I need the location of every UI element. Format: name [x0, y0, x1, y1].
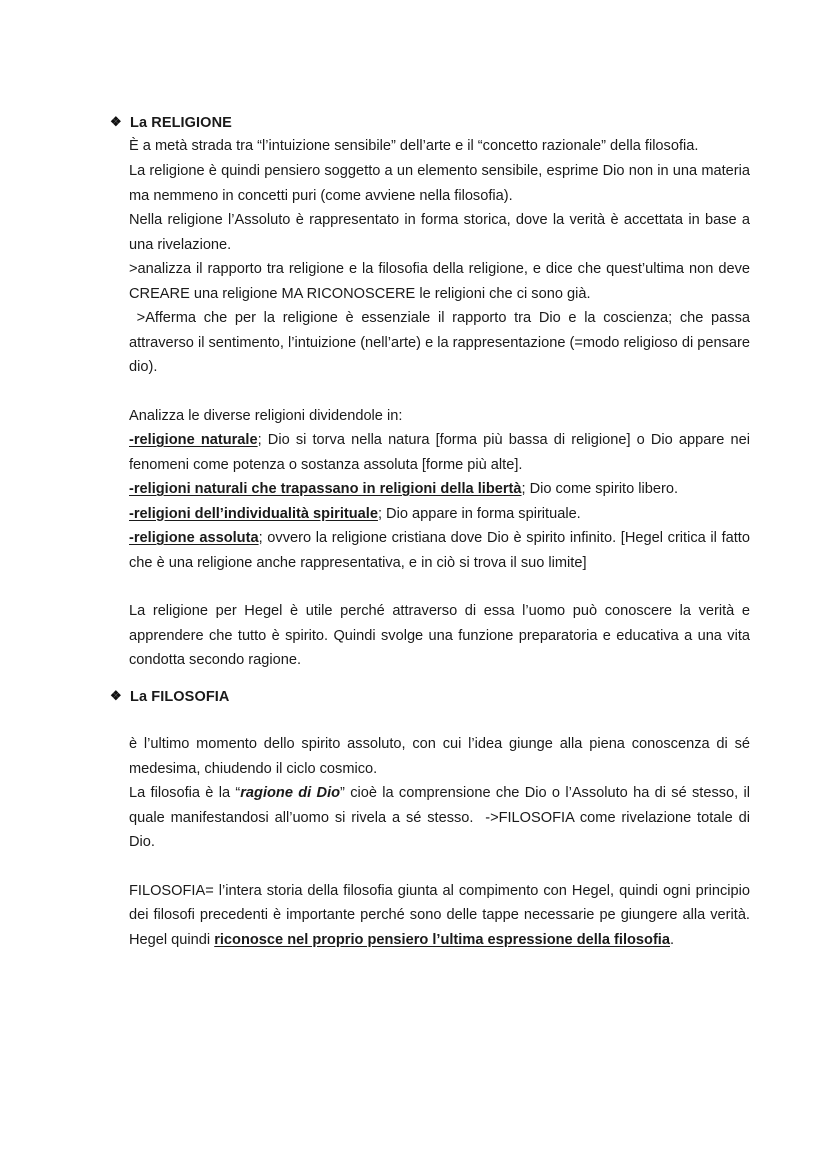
list-intro-religioni: Analizza le diverse religioni dividendole in:: [129, 407, 403, 424]
diamond-bullet-icon: ❖: [110, 687, 122, 703]
section-heading-religione: [110, 112, 750, 134]
religion-type-item: [110, 502, 750, 527]
filosofia-3-after: .: [669, 931, 675, 948]
paragraph-religione-closing: La religione per Hegel è utile perché attraverso di essa l’uomo può conoscere la verità e apprendere che tutto è spirito. Quindi svolge una funzione preparatoria e educativa a una vita condotta secondo ragione.: [129, 603, 750, 669]
religion-type-item: [110, 477, 750, 502]
paragraph-spacer: [110, 380, 750, 404]
heading-religione-main: RELIGIONE: [151, 115, 232, 131]
paragraph-filosofia-2: [110, 781, 755, 855]
religion-type-term: -religione assoluta: [129, 530, 259, 547]
paragraph-filosofia-3: [110, 879, 750, 953]
religion-type-description: ; Dio appare in forma spirituale.: [377, 505, 581, 522]
diamond-bullet-icon: ❖: [110, 114, 122, 129]
religion-type-term: -religione naturale: [129, 432, 258, 449]
paragraph-spacer: [110, 708, 750, 732]
religion-type-description: ; Dio si torva nella natura [forma più bassa di religione] o Dio appare nei fenomeni come potenza o sostanza assoluta [forme più alte].: [129, 432, 750, 473]
heading-filosofia-main: FILOSOFIA: [151, 688, 230, 705]
religion-type-term: -religioni naturali che trapassano in religioni della libertà: [129, 481, 522, 498]
paragraph-religione-3: Nella religione l’Assoluto è rappresentato in forma storica, dove la verità è accettata in base a una rivelazione.: [129, 212, 750, 253]
heading-filosofia-text: [130, 686, 229, 708]
heading-filosofia-lead: La: [130, 688, 152, 705]
document-body: [110, 112, 755, 952]
religion-type-item: [110, 526, 750, 575]
section-heading-filosofia: [110, 686, 750, 708]
paragraph-religione-1: È a metà strada tra “l’intuizione sensibile” dell’arte e il “concetto razionale” della filosofia.: [129, 138, 699, 155]
religion-type-term: -religioni dell’individualità spirituale: [129, 505, 378, 522]
heading-religione-text: [130, 112, 232, 134]
filosofia-3-underlined-term: riconosce nel proprio pensiero l’ultima espressione della filosofia: [214, 931, 670, 948]
filosofia-2-emphasis: ragione di Dio: [240, 785, 341, 802]
section-spacer: [110, 673, 750, 686]
heading-religione-lead: La: [130, 115, 152, 131]
filosofia-3-before: FILOSOFIA= l’intera storia della filosofia giunta al compimento con Hegel, quindi ogni principio dei filosofi precedenti è importante perché sono delle tappe necessarie pe giungere alla verità. Hegel quindi: [129, 882, 750, 948]
filosofia-2-before: La filosofia è la “: [129, 785, 241, 802]
paragraph-spacer: [110, 855, 750, 879]
paragraph-filosofia-1: è l’ultimo momento dello spirito assoluto, con cui l’idea giunge alla piena conoscenza di sé medesima, chiudendo il ciclo cosmico.: [129, 736, 750, 777]
paragraph-religione-4: >analizza il rapporto tra religione e la filosofia della religione, e dice che quest’ultima non deve CREARE una religione MA RICONOSCERE le religioni che ci sono già.: [129, 261, 750, 302]
religion-type-description: ; Dio come spirito libero.: [521, 481, 679, 498]
paragraph-religione-2: La religione è quindi pensiero soggetto a un elemento sensibile, esprime Dio non in una materia ma nemmeno in concetti puri (come avviene nella filosofia).: [129, 162, 750, 204]
filosofia-2-after: ” cioè la comprensione che Dio o l’Assoluto ha di sé stesso, il quale manifestandosi all’uomo si rivela a sé stesso. ->FILOSOFIA come rivelazione totale di Dio.: [129, 785, 755, 851]
paragraph-religione-5: >Afferma che per la religione è essenziale il rapporto tra Dio e la coscienza; che passa attraverso il sentimento, l’intuizione (nell’arte) e la rappresentazione (=modo religioso di pensare dio).: [129, 310, 755, 376]
paragraph-spacer: [110, 575, 750, 599]
religion-type-item: [110, 428, 750, 477]
religion-type-description: ; ovvero la religione cristiana dove Dio è spirito infinito. [Hegel critica il fatto che è una religione anche rappresentativa, e in ciò si trova il suo limite]: [129, 530, 750, 571]
